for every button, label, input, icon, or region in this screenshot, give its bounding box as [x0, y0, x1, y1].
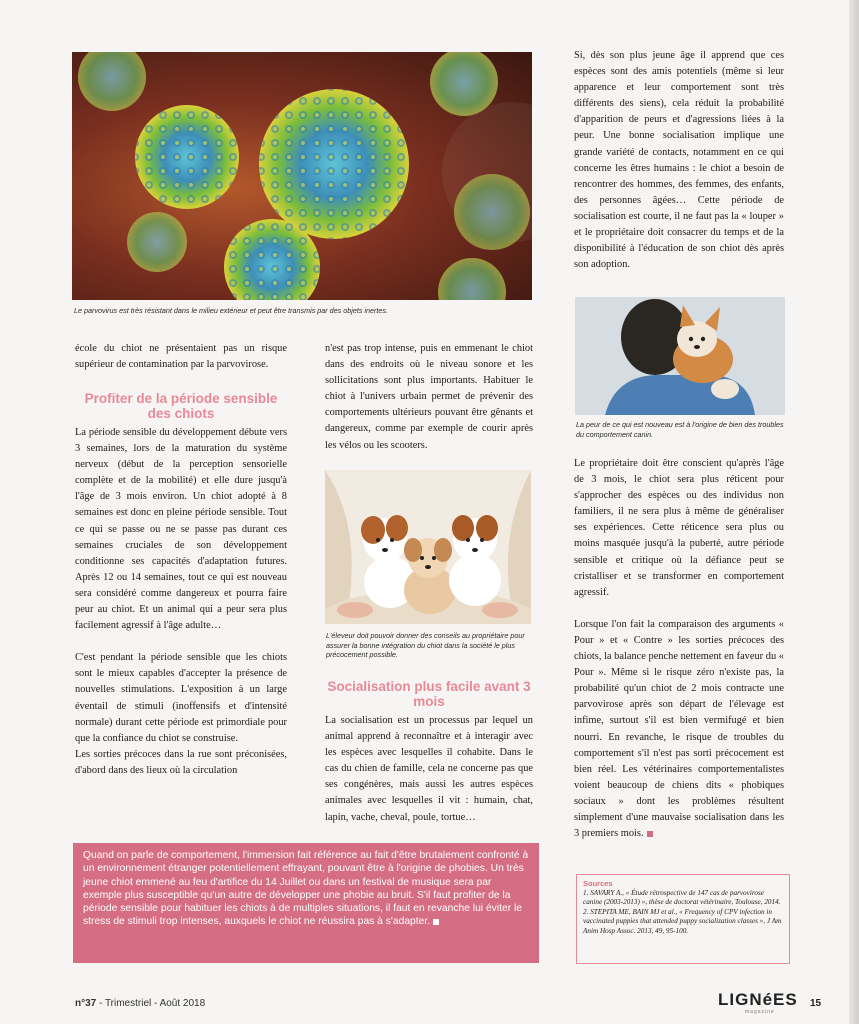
- column-2-top: [325, 341, 533, 454]
- section-heading-sensitive-period: Profiter de la période sensible des chiots: [84, 391, 278, 421]
- page-edge: [849, 0, 859, 1024]
- column-1-body: [75, 425, 287, 779]
- three-puppies-photo: [325, 470, 531, 624]
- paragraph: C'est pendant la période sensible que les chiots sont le mieux capables d'accepter la présence de nouvelles stimulations. L'exposition à un large éventail de stimuli (inoffensifs et d'intensité normale) durant cette période est primordiale pour que la confiance du chiot se construise.: [75, 652, 287, 744]
- end-mark-icon: [433, 919, 439, 925]
- parvovirus-photo: [72, 52, 532, 300]
- column-3-bottom: [574, 456, 784, 842]
- column-3-top: [574, 48, 784, 273]
- column-1-intro: [75, 341, 287, 373]
- callout-text: Quand on parle de comportement, l'immersion fait référence au fait d'être brutalement confronté à un environnement étranger potentiellement effrayant, pouvant être à l'origine de phobies. Un très jeune chiot emmené au feu d'artifice du 14 Juillet ou dans un festival de musique sera par exemple plus susceptible qu'un autre de développer une phobie au bruit. S'il faut profiter de la période sensible pour habituer les chiots à de multiples situations, il faut en revanche lui éviter le stress de stimuli trop intenses, auxquels le chiot ne réussira pas à s'adapter.: [83, 850, 529, 928]
- sources-title: Sources: [583, 879, 613, 888]
- paragraph: [574, 617, 784, 842]
- man-holding-corgi-photo: [575, 297, 785, 415]
- page-number: 15: [810, 998, 822, 1009]
- source-item: 2. STEPITA ME, BAIN MJ et al., « Frequency of CPV infection in vaccinated puppies that attended puppy socialization classes », J Am Anim Hosp Assoc. 2013, 49, 95-100.: [583, 907, 782, 935]
- paragraph: école du chiot ne présentaient pas un risque supérieur de contamination par la parvovirose.: [75, 343, 287, 371]
- paragraph: n'est pas trop intense, puis en emmenant le chiot dans des endroits où le niveau sonore et les sollicitations sont plus importants. Habituer le chiot à l'univers urbain permet de prévenir des comportements ultérieurs pouvant être gênants et dangereux, comme par exemple de courir après les vélos ou les scooters.: [325, 343, 533, 451]
- paragraph-text: Lorsque l'on fait la comparaison des arguments « Pour » et « Contre » les sorties précoces des chiots, la balance penche nettement en faveur du « Pour ». Même si le risque zéro n'existe pas, la probabilité qu'un chiot de 2 mois contracte une parvovirose après son départ de l'élevage est infime, surtout s'il est bien vermifugé et bien nourri. En revanche, le risque de troubles du comportement s'il n'est pas sorti précocement est bien réel. Les vétérinaires comportementalistes voient beaucoup de chiens dits « phobiques sociaux » dont les problèmes résultent simplement d'une mauvaise socialisation dans les 3 premiers mois.: [574, 618, 784, 840]
- virus-caption: Le parvovirus est très résistant dans le milieu extérieur et peut être transmis par des objets inertes.: [74, 306, 389, 315]
- paragraph: La socialisation est un processus par lequel un animal apprend à reconnaître et à interagir avec les espèces avec lesquelles il cohabite. Dans le cas du chien de famille, cela ne concerne pas que ses congénères, mais aussi les autres espèces animales avec lesquelles il vit : humain, chat, lapin, vache, cheval, poule, tortue…: [325, 715, 533, 823]
- source-item: 1. SAVARY A., « Étude rétrospective de 147 cas de parvovirose canine (2003-2013) », thèse de doctorat vétérinaire, Toulouse, 2014.: [583, 888, 781, 907]
- immersion-callout-box: [73, 843, 539, 963]
- paragraph: Si, dès son plus jeune âge il apprend que ces espèces sont des amis potentiels (même si leur apparence et leur comportement sont très différents des siens), cela réduit la probabilité d'apparition de peurs et d'agressions liées à la peur. Une bonne socialisation implique une grande variété de contacts, notamment en ce qui concerne les êtres humains : le chiot a besoin de rencontrer des hommes, des femmes, des enfants, des personnes âgées… Cette période de socialisation est courte, il ne faut pas la « louper » et le propriétaire doit consacrer du temps et de la disponibilité à l'éducation de son chiot dès après son adoption.: [574, 50, 784, 271]
- puppies-caption: L'éleveur doit pouvoir donner des conseils au propriétaire pour assurer la bonne intégration du chiot dans la société le plus précocement possible.: [326, 631, 525, 659]
- sources-box: [576, 874, 790, 964]
- paragraph: La période sensible du développement débute vers 3 semaines, lors de la maturation du système nerveux (début de la perception sensorielle complète et de la mobilité) et elle dure jusqu'à l'âge de 3 mois environ. Un chiot adopté à 8 semaines est donc en pleine période sensible. Tout ce qui se passe ou ne se passe pas durant ces semaines cruciales de son développement conditionne ses capacités d'adaptation futures. Après 12 ou 14 semaines, tout ce qui est nouveau sera considéré comme dangereux et pourra faire peur au chiot. Et un animal qui a peur sera plus facilement agressif à l'âge adulte…: [75, 427, 287, 632]
- paragraph: Les sorties précoces dans la rue sont préconisées, d'abord dans des lieux où la circulation: [75, 748, 287, 776]
- magazine-logo-subtitle: magazine: [745, 1009, 775, 1015]
- issue-number: n°37: [75, 998, 97, 1009]
- section-heading-socialisation: Socialisation plus facile avant 3 mois: [327, 679, 531, 709]
- issue-footer: [75, 998, 205, 1009]
- end-mark-icon: [647, 831, 653, 837]
- man-dog-caption: La peur de ce qui est nouveau est à l'origine de bien des troubles du comportement canin.: [576, 420, 784, 439]
- column-2-bottom: [325, 713, 533, 826]
- paragraph: Le propriétaire doit être conscient qu'après l'âge de 3 mois, le chiot sera plus réticent pour s'approcher des espèces ou des individus non familiers, il ne sera plus à même de généraliser ses expériences. Cette réticence sera plus ou moins masquée jusqu'à la puberté, autre période sensible et critique où la défiance peut se cristalliser et se transformer en comportement agressif.: [574, 458, 784, 598]
- issue-period: - Trimestriel - Août 2018: [96, 998, 206, 1009]
- magazine-logo: LIGNéES: [718, 990, 798, 1009]
